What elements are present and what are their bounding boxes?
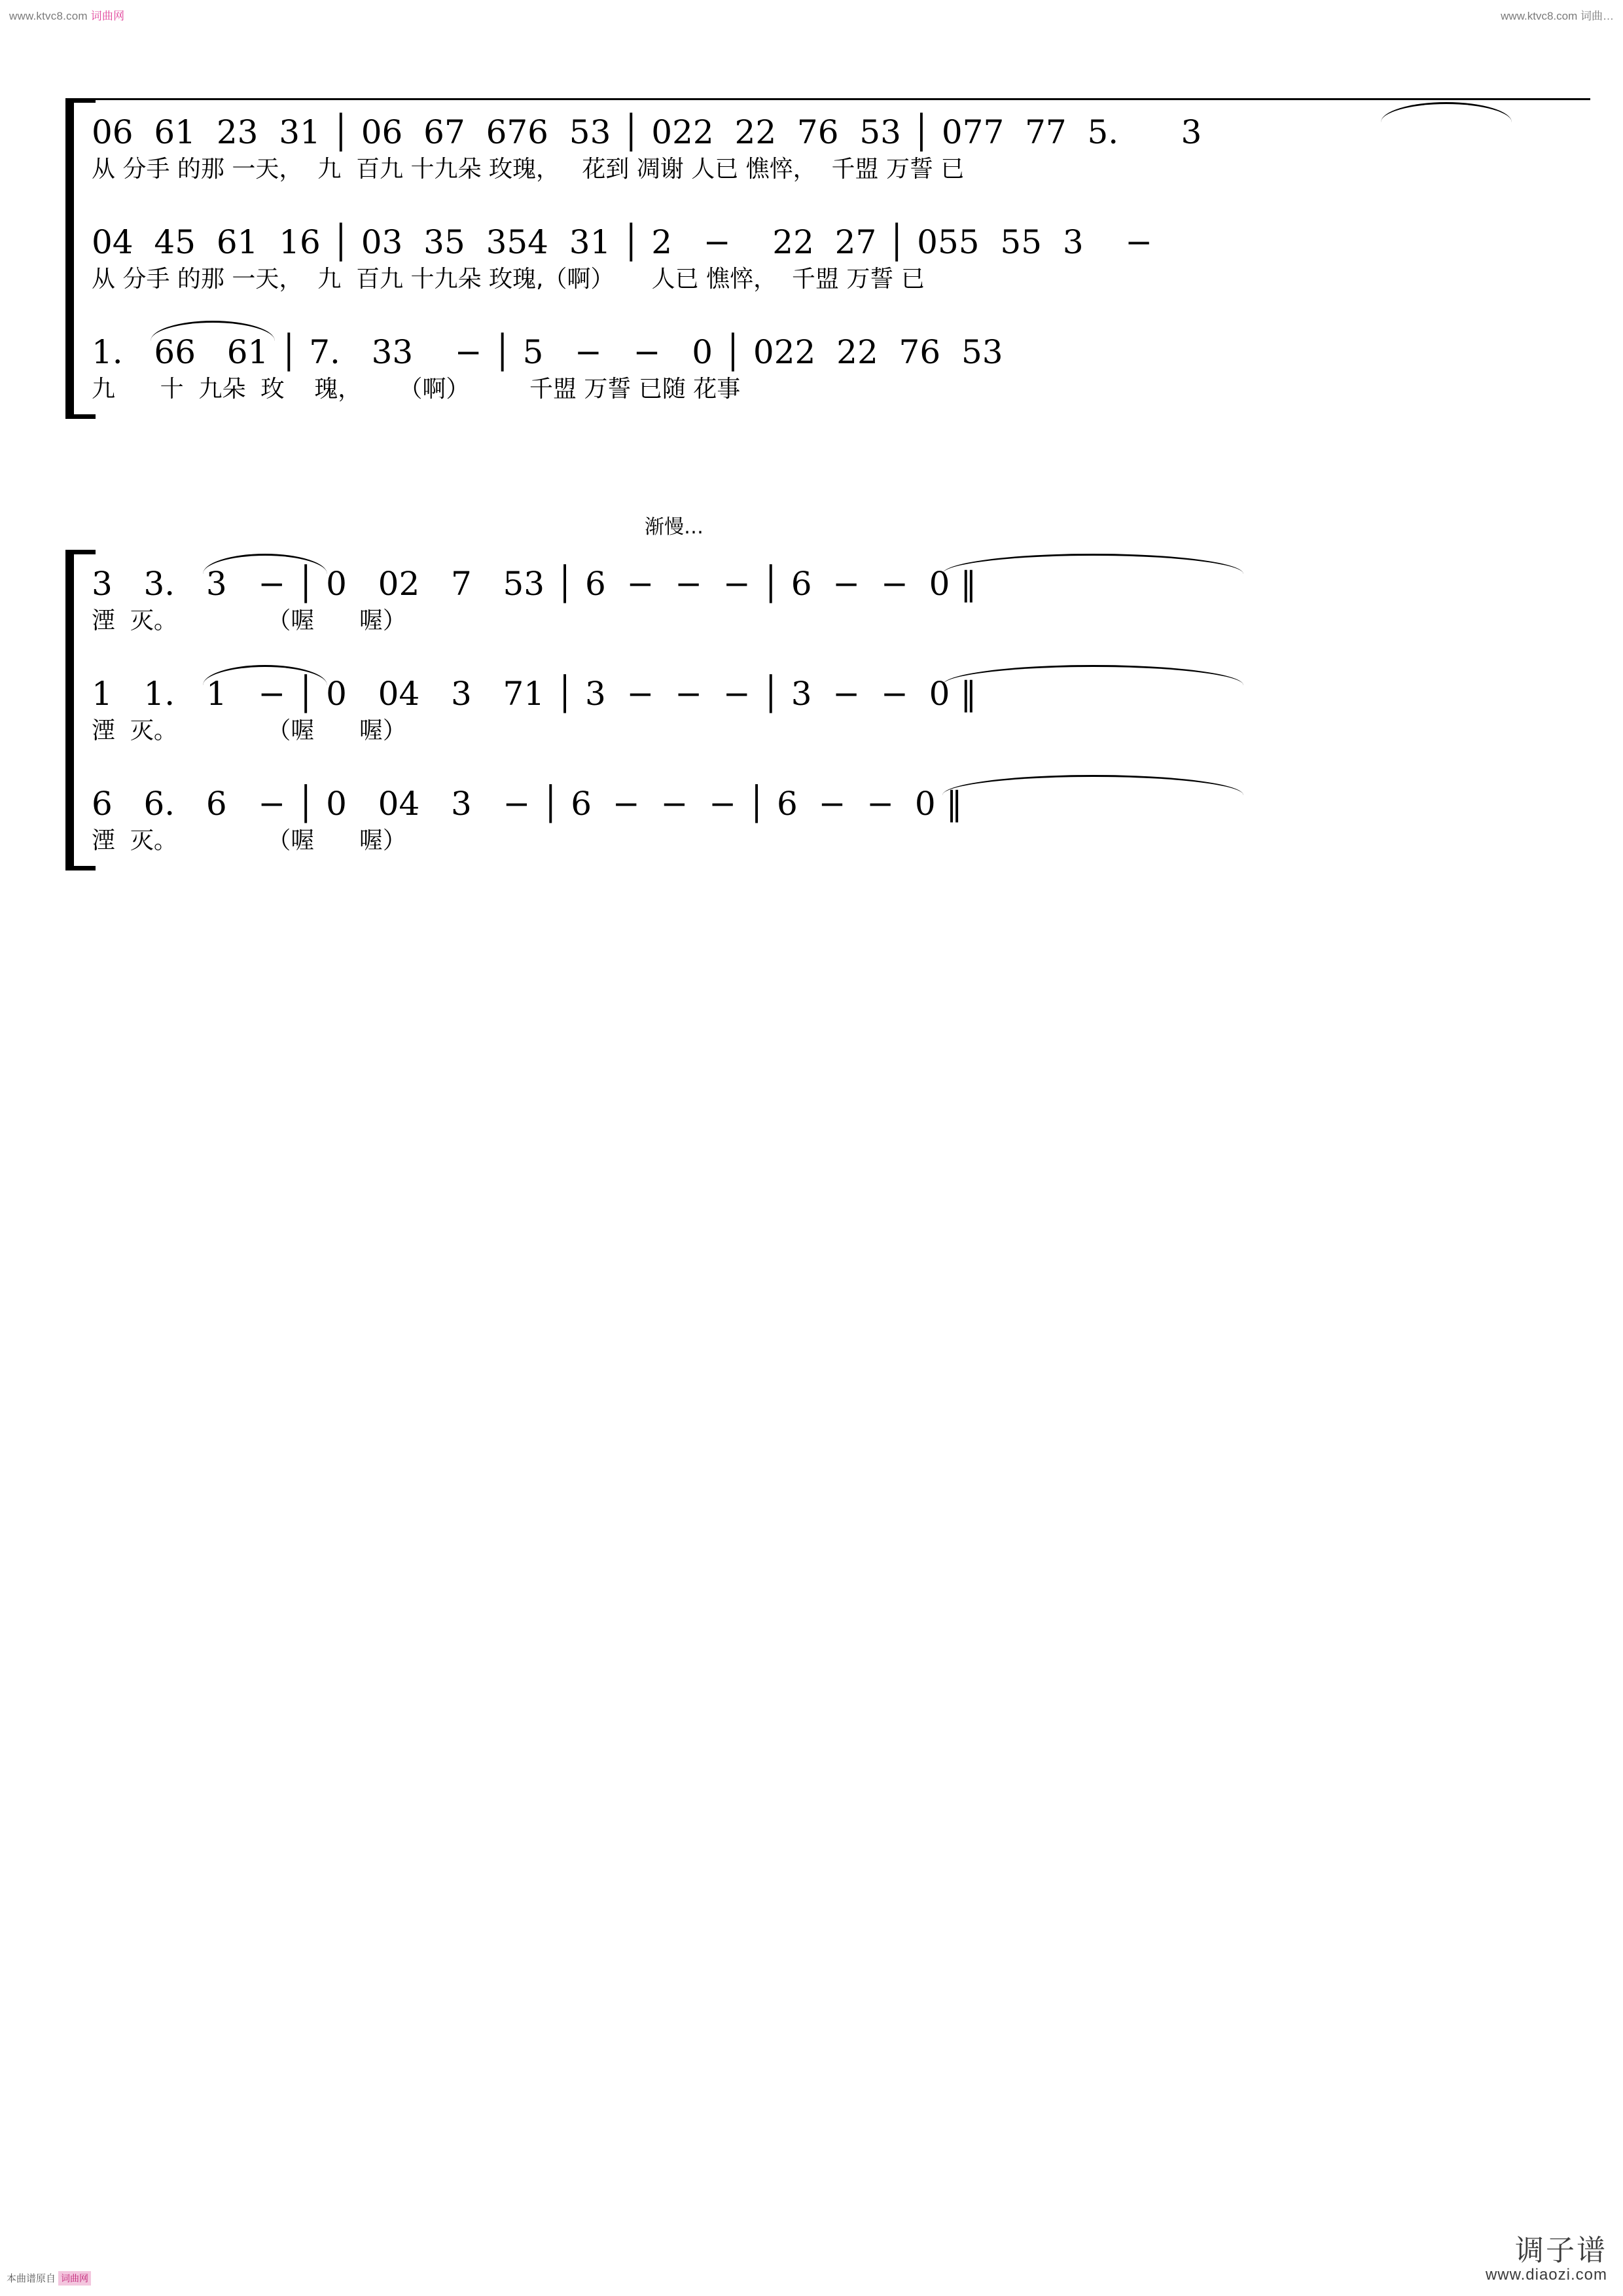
- watermark-brand-cn: 调子谱: [1515, 2233, 1607, 2267]
- watermark-top-left-site: 词曲网: [90, 10, 125, 22]
- music-score: [0, 0, 1623, 949]
- slur-3: [203, 554, 327, 574]
- tempo-marking-rit: 渐慢…: [645, 516, 704, 539]
- watermark-bottom-left: [7, 2271, 91, 2286]
- staff-2-voice-1-notes: 3 3. 3 − │ 0 02 7 53 │ 6 − − − │ 6 − − 0 ‖: [92, 565, 977, 603]
- staff-1-voice-1-notes: 06 61 23 31 │ 06 67 676 53 │ 022 22 76 53 │ 077 77 5. 3: [92, 113, 1202, 151]
- staff-2-voice-3-notes: 6 6. 6 − │ 0 04 3 − │ 6 − − − │ 6 − − 0 ‖: [92, 785, 963, 823]
- staff-2-voice-2-notes: 1 1. 1 − │ 0 04 3 71 │ 3 − − − │ 3 − − 0 ‖: [92, 675, 977, 713]
- watermark-bottom-left-text: 本曲谱原自: [7, 2273, 56, 2284]
- watermark-top-right: www.ktvc8.com 词曲…: [1501, 10, 1614, 22]
- slur-7: [942, 775, 1243, 795]
- system-2-bracket-cap-top: [65, 550, 96, 554]
- watermark-bottom-left-badge: 词曲网: [58, 2271, 91, 2286]
- staff-2-voice-1-lyrics: 湮 灭。 （喔 喔）: [92, 607, 406, 634]
- slur-6: [942, 665, 1243, 685]
- system-2-bracket-cap-bottom: [65, 866, 96, 870]
- system-1-bracket-cap-bottom: [65, 414, 96, 419]
- staff-1-voice-2: [92, 223, 1564, 295]
- system-1: [65, 98, 1564, 471]
- staff-2-voice-2-lyrics: 湮 灭。 （喔 喔）: [92, 717, 406, 744]
- watermark-top-left-url: www.ktvc8.com: [9, 10, 88, 22]
- watermark-brand-url: www.diaozi.com: [1485, 2266, 1607, 2284]
- staff-1-voice-3-notes: 1. 66 61 │ 7. 33 − │ 5 − − 0 │ 022 22 76 53: [92, 333, 1003, 371]
- staff-1-voice-1-lyrics: 从 分手 的那 一天， 九 百九 十九朵 玫瑰， 花到 凋谢 人已 憔悴， 千盟 万誓 已: [92, 156, 965, 183]
- staff-1-voice-3-lyrics: 九 十 九朵 玫 瑰， （啊） 千盟 万誓 已随 花事: [92, 376, 741, 403]
- system-1-top-rule: [92, 98, 1590, 100]
- slur-1: [1381, 102, 1512, 122]
- staff-2-voice-3-lyrics: 湮 灭。 （喔 喔）: [92, 827, 406, 854]
- staff-1-voice-1: [92, 113, 1564, 185]
- slur-5: [203, 665, 327, 685]
- watermark-bottom-right: [1485, 2233, 1607, 2284]
- staff-1-voice-2-lyrics: 从 分手 的那 一天， 九 百九 十九朵 玫瑰,（啊） 人已 憔悴， 千盟 万誓 已: [92, 266, 925, 293]
- staff-2-voice-3: [92, 784, 1564, 856]
- staff-2-voice-1: [92, 564, 1564, 636]
- system-2-bracket: [65, 550, 74, 870]
- system-1-bracket: [65, 98, 74, 419]
- slur-2: [151, 321, 275, 341]
- staff-1-voice-2-notes: 04 45 61 16 │ 03 35 354 31 │ 2 − 22 27 │ 055 55 3 −: [92, 223, 1153, 261]
- staff-1-voice-3: [92, 332, 1564, 404]
- slur-4: [942, 554, 1243, 574]
- system-2: [65, 550, 1564, 923]
